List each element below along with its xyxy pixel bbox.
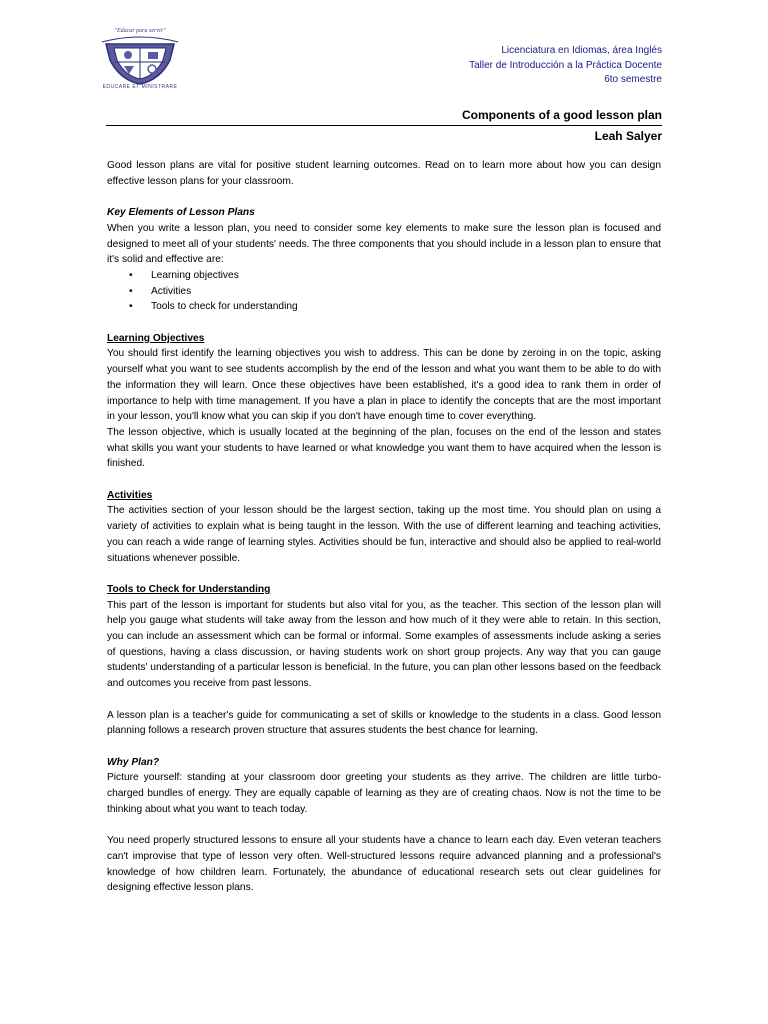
tools-heading: Tools to Check for Understanding — [107, 583, 271, 595]
learning-objectives-heading: Learning Objectives — [107, 332, 205, 344]
logo-motto: "Educar para servir" — [114, 28, 166, 34]
activities-paragraph: The activities section of your lesson should be the largest section, taking up the most time. You should plan on using a variety of activities to explain what is being taught in the lesson. With the use of different learning and teaching activities, you can reach a wide range of learning styles. Activities should be fun, interactive and should also be applied to real-world situations whenever possible. — [107, 505, 661, 564]
learning-objectives-paragraph: You should first identify the learning objectives you wish to address. This can be done by zeroing in on the topic, asking yourself what you want to see students accomplish by the end of the lesson and what you want them to be able to do with the information they will learn. Once these objectives have been established, it's a good idea to rank them in order of importance to help with time management. If you have a plan in place to identify the concepts that are the most important in your lesson, you'll know what you can skip if you don't have enough time to cover everything. — [107, 348, 661, 423]
crest-icon — [100, 34, 180, 86]
components-list — [107, 268, 661, 315]
key-elements-heading: Key Elements of Lesson Plans — [107, 207, 255, 219]
why-plan-heading: Why Plan? — [107, 756, 160, 768]
structured-lessons-paragraph: You need properly structured lessons to ensure all your students have a chance to learn each day. Even veteran teachers can't improvise that type of lesson very often. Well-structured lessons require advanced planning and a professional's knowledge of how children learn. Fortunately, the abundance of educational research sets out clear guidelines for designing effective lesson plans. — [107, 835, 661, 894]
key-elements-paragraph: When you write a lesson plan, you need to consider some key elements to make sure the lesson plan is focused and designed to meet all of your students' needs. The three components that you should include in a lesson plan to ensure that it's solid and effective are: — [107, 222, 661, 266]
intro-paragraph: Good lesson plans are vital for positive student learning outcomes. Read on to learn more about how you can design effective lesson plans for your classroom. — [107, 160, 661, 187]
document-title: Components of a good lesson plan — [106, 106, 662, 126]
tools-paragraph: This part of the lesson is important for students but also vital for you, as the teacher. This section of the lesson plan will help you gauge what students will take away from the lesson and how much of it they were able to retain. In this section, you can include an assessment which can be formal or informal. Some examples of assessments include asking a series of questions, having a class discussion, or having students work on short group projects. Any way that you can gauge students' understanding of a particular lesson is beneficial. In the future, you can plan other lessons based on the feedback and outcomes you receive from past lessons. — [107, 599, 661, 690]
header-semester: 6to semestre — [604, 74, 662, 85]
activities-heading: Activities — [107, 489, 153, 501]
logo-subtitle: EDUCARE ET MINISTRARE — [102, 84, 178, 90]
list-item: • Activities — [129, 284, 661, 300]
document-author: Leah Salyer — [594, 129, 662, 143]
school-logo — [94, 28, 186, 94]
course-header — [469, 44, 662, 88]
title-block — [106, 106, 662, 146]
teacher-guide-paragraph: A lesson plan is a teacher's guide for communicating a set of skills or knowledge to the students in a class. Good lesson planning follows a research proven structure that assures students the best chance for learning. — [107, 709, 661, 737]
header-program: Licenciatura en Idiomas, área Inglés — [501, 45, 662, 56]
why-plan-paragraph: Picture yourself: standing at your classroom door greeting your students as they arrive. The children are little turbo-charged bundles of energy. They are equally capable of learning as they are of creating chaos. Now is not the time to be thinking about what you want to teach today. — [107, 772, 661, 815]
list-item: • Learning objectives — [129, 268, 661, 284]
document-body — [107, 158, 661, 896]
list-item: • Tools to check for understanding — [129, 299, 661, 315]
lesson-objective-paragraph: The lesson objective, which is usually located at the beginning of the plan, focuses on the end of the lesson and states what skills you want your students to have learned or what knowledge you want them to have acquired when the lesson is finished. — [107, 426, 661, 470]
header-course: Taller de Introducción a la Práctica Docente — [469, 59, 662, 71]
